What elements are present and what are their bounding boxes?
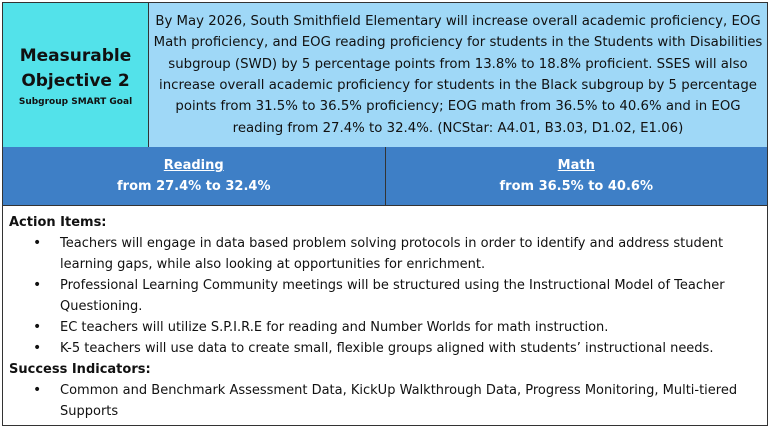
math-subject: Math [557, 158, 595, 173]
math-range: from 36.5% to 40.6% [499, 179, 653, 194]
reading-range: from 27.4% to 32.4% [117, 179, 271, 194]
reading-target-cell [3, 147, 385, 205]
objective-title-line1: Measurable [19, 45, 132, 66]
list-item: • EC teachers will utilize S.P.I.R.E for reading and Number Worlds for math instruction. [9, 317, 761, 338]
targets-row [3, 147, 767, 206]
success-indicators-list [9, 380, 761, 422]
list-item: • Professional Learning Community meetings will be structured using the Instructional Model of Teacher Questioning. [9, 275, 761, 317]
objective-subtitle: Subgroup SMART Goal [18, 96, 133, 107]
action-items-list [9, 233, 761, 359]
objective-label-cell [3, 3, 149, 147]
action-items-heading: Action Items: [9, 215, 107, 230]
list-item: • Teachers will engage in data based problem solving protocols in order to identify and address student learning gaps, while also looking at opportunities for enrichment. [9, 233, 761, 275]
smart-goal-statement: By May 2026, South Smithfield Elementary will increase overall academic proficiency, EOG Math proficiency, and EOG reading proficiency for students in the Students with Disabilities subgroup (SWD) by 5 percentage points from 13.8% to 18.8% proficient. SSES will also increase overall academic proficiency for students in the Black subgroup by 5 percentage points from 31.5% to 36.5% proficiency; EOG math from 36.5% to 40.6% and in EOG reading from 27.4% to 32.4%. (NCStar: A4.01, B3.03, D1.02, E1.06) [153, 13, 763, 136]
objective-row [3, 3, 767, 148]
math-target-cell [385, 147, 768, 205]
reading-subject: Reading [163, 158, 224, 173]
objective-table [2, 2, 768, 426]
smart-goal-cell [149, 3, 767, 147]
list-item: • Common and Benchmark Assessment Data, KickUp Walkthrough Data, Progress Monitoring, Multi-tiered Supports [9, 380, 761, 422]
success-indicators-heading: Success Indicators: [9, 362, 151, 377]
list-item: • K-5 teachers will use data to create small, flexible groups aligned with students’ instructional needs. [9, 338, 761, 359]
details-cell [3, 206, 767, 422]
objective-title-line2: Objective 2 [21, 70, 130, 91]
